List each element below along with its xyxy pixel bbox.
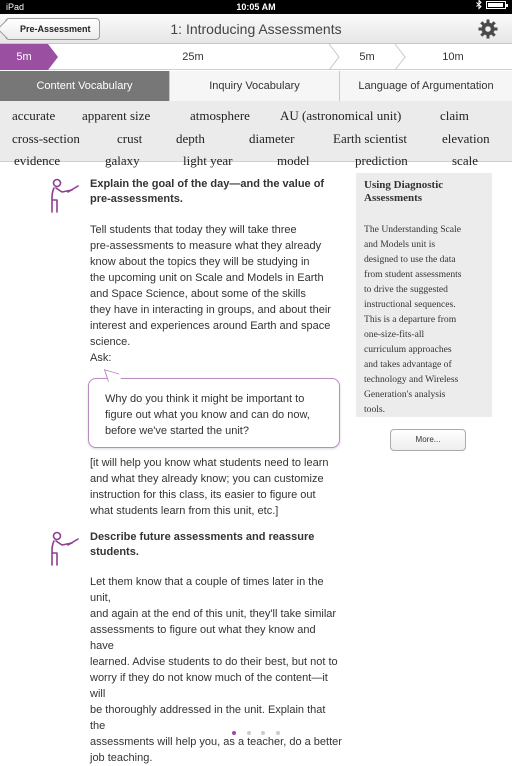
text-line: learned. Advise students to do their best, but not to (90, 656, 338, 668)
page-dot[interactable] (276, 731, 280, 735)
back-button[interactable] (5, 18, 100, 40)
vocab-word[interactable]: scale (452, 153, 478, 168)
vocab-word[interactable]: apparent size (82, 108, 151, 123)
step-1-heading: Explain the goal of the day—and the value of pre-assessments. (90, 178, 325, 205)
status-icons (476, 0, 506, 9)
page-dot[interactable] (247, 731, 251, 735)
vocab-word[interactable]: diameter (249, 131, 295, 146)
vocab-word[interactable]: Earth scientist (333, 131, 408, 146)
bluetooth-icon (476, 0, 482, 9)
text-line: one-size-fits-all (364, 329, 425, 340)
text-line: be thoroughly addressed in the unit. Explain that the (90, 704, 326, 732)
text-line: before we've started the unit? (105, 425, 249, 437)
timeline-divider-icon (328, 44, 340, 70)
text-line: what students learn from this unit, etc.] (90, 505, 279, 517)
page-dot[interactable] (261, 731, 265, 735)
vocab-word[interactable]: model (277, 153, 310, 168)
question-text (105, 391, 330, 439)
sidebar-body (364, 222, 488, 417)
text-line: This is a departure from (364, 314, 457, 325)
ask-label: Ask: (90, 352, 112, 364)
text-line: know about the topics they will be studying in (90, 256, 310, 268)
timeline-segment-4[interactable]: 10m (442, 51, 464, 63)
tab-inquiry-vocabulary[interactable]: Inquiry Vocabulary (170, 71, 340, 101)
vocab-word[interactable]: depth (176, 131, 205, 146)
sidebar-note (356, 173, 492, 417)
text-line: to drive the suggested (364, 284, 448, 295)
teacher-presenting-icon (48, 531, 82, 567)
vocab-word[interactable]: evidence (14, 153, 61, 168)
page-indicator[interactable] (0, 722, 512, 740)
text-line: designed to use the data (364, 254, 456, 265)
navigation-bar (0, 14, 512, 44)
text-line: and takes advantage of (364, 359, 452, 370)
vocab-word[interactable]: elevation (442, 131, 490, 146)
text-line: the upcoming unit on Scale and Models in Earth (90, 272, 324, 284)
sidebar-title: Using Diagnostic Assessments (364, 179, 444, 204)
text-line: science. (90, 336, 131, 348)
battery-icon (486, 1, 506, 9)
text-line: from student assessments (364, 269, 462, 280)
text-line: Why do you think it might be important to (105, 393, 305, 405)
clock: 10:05 AM (236, 2, 276, 12)
question-bubble (88, 378, 340, 448)
text-line: and Space Science, about some of the skills (90, 288, 306, 300)
device-label: iPad (6, 2, 25, 12)
tab-language-of-argumentation[interactable]: Language of Argumentation (340, 71, 512, 101)
vocab-word[interactable]: AU (astronomical unit) (280, 108, 402, 123)
text-line: instruction for this class, its easier to figure out (90, 489, 316, 501)
timeline-segment-3[interactable]: 5m (359, 51, 375, 63)
text-line: and Models unit is (364, 239, 436, 250)
expected-answer (90, 455, 342, 519)
text-line: assessments will help you, as a teacher, do a better (90, 736, 342, 748)
text-line: Let them know that a couple of times later in the unit, (90, 576, 324, 604)
vocab-word[interactable]: claim (440, 108, 469, 123)
text-line: interest and experiences around Earth and space (90, 320, 331, 332)
text-line: [it will help you know what students need to learn (90, 457, 329, 469)
step-2-heading: Describe future assessments and reassure students. (90, 531, 315, 558)
text-line: and again at the end of this unit, they'll take similar (90, 608, 337, 620)
vocab-word[interactable]: atmosphere (190, 108, 250, 123)
text-line: they have in interacting in groups, and about their (90, 304, 331, 316)
timeline-segment-2[interactable]: 25m (182, 51, 204, 63)
text-line: Tell students that today they will take three (90, 224, 297, 236)
text-line: assessments to figure out what they know and have (90, 624, 316, 652)
text-line: technology and Wireless (364, 374, 459, 385)
text-line: tools. (364, 404, 386, 415)
text-line: pre-assessments to measure what they already (90, 240, 322, 252)
page-dot[interactable] (232, 731, 236, 735)
teacher-presenting-icon (48, 178, 82, 214)
vocab-word[interactable]: accurate (12, 108, 56, 123)
more-button[interactable]: More... (390, 429, 466, 451)
text-line: job teaching. (90, 752, 153, 764)
vocab-word[interactable]: crust (117, 131, 143, 146)
page-title: 1: Introducing Assessments (170, 21, 342, 37)
back-button-label: Pre-Assessment (20, 24, 91, 34)
text-line: instructional sequences. (364, 299, 456, 310)
vocabulary-panel (0, 101, 512, 168)
text-line: worry if they do not know much of the content—it will (90, 672, 328, 700)
vocab-word[interactable]: cross-section (12, 131, 80, 146)
text-line: The Understanding Scale (364, 224, 461, 235)
step-1-text (90, 222, 342, 350)
status-bar (0, 0, 512, 14)
text-line: Generation's analysis (364, 389, 446, 400)
lesson-timeline (0, 44, 512, 70)
vocab-word[interactable]: light year (183, 153, 233, 168)
vocab-word[interactable]: galaxy (105, 153, 140, 168)
vocabulary-tabs (0, 71, 512, 101)
timeline-divider-icon (394, 44, 406, 70)
text-line: and what they already know; you can customize (90, 473, 324, 485)
tab-content-vocabulary[interactable]: Content Vocabulary (0, 71, 170, 101)
timeline-segment-1[interactable]: 5m (0, 44, 48, 70)
text-line: curriculum approaches (364, 344, 452, 355)
vocab-word[interactable]: prediction (355, 153, 408, 168)
text-line: figure out what you know and can do now, (105, 409, 310, 421)
gear-icon[interactable] (478, 19, 498, 39)
